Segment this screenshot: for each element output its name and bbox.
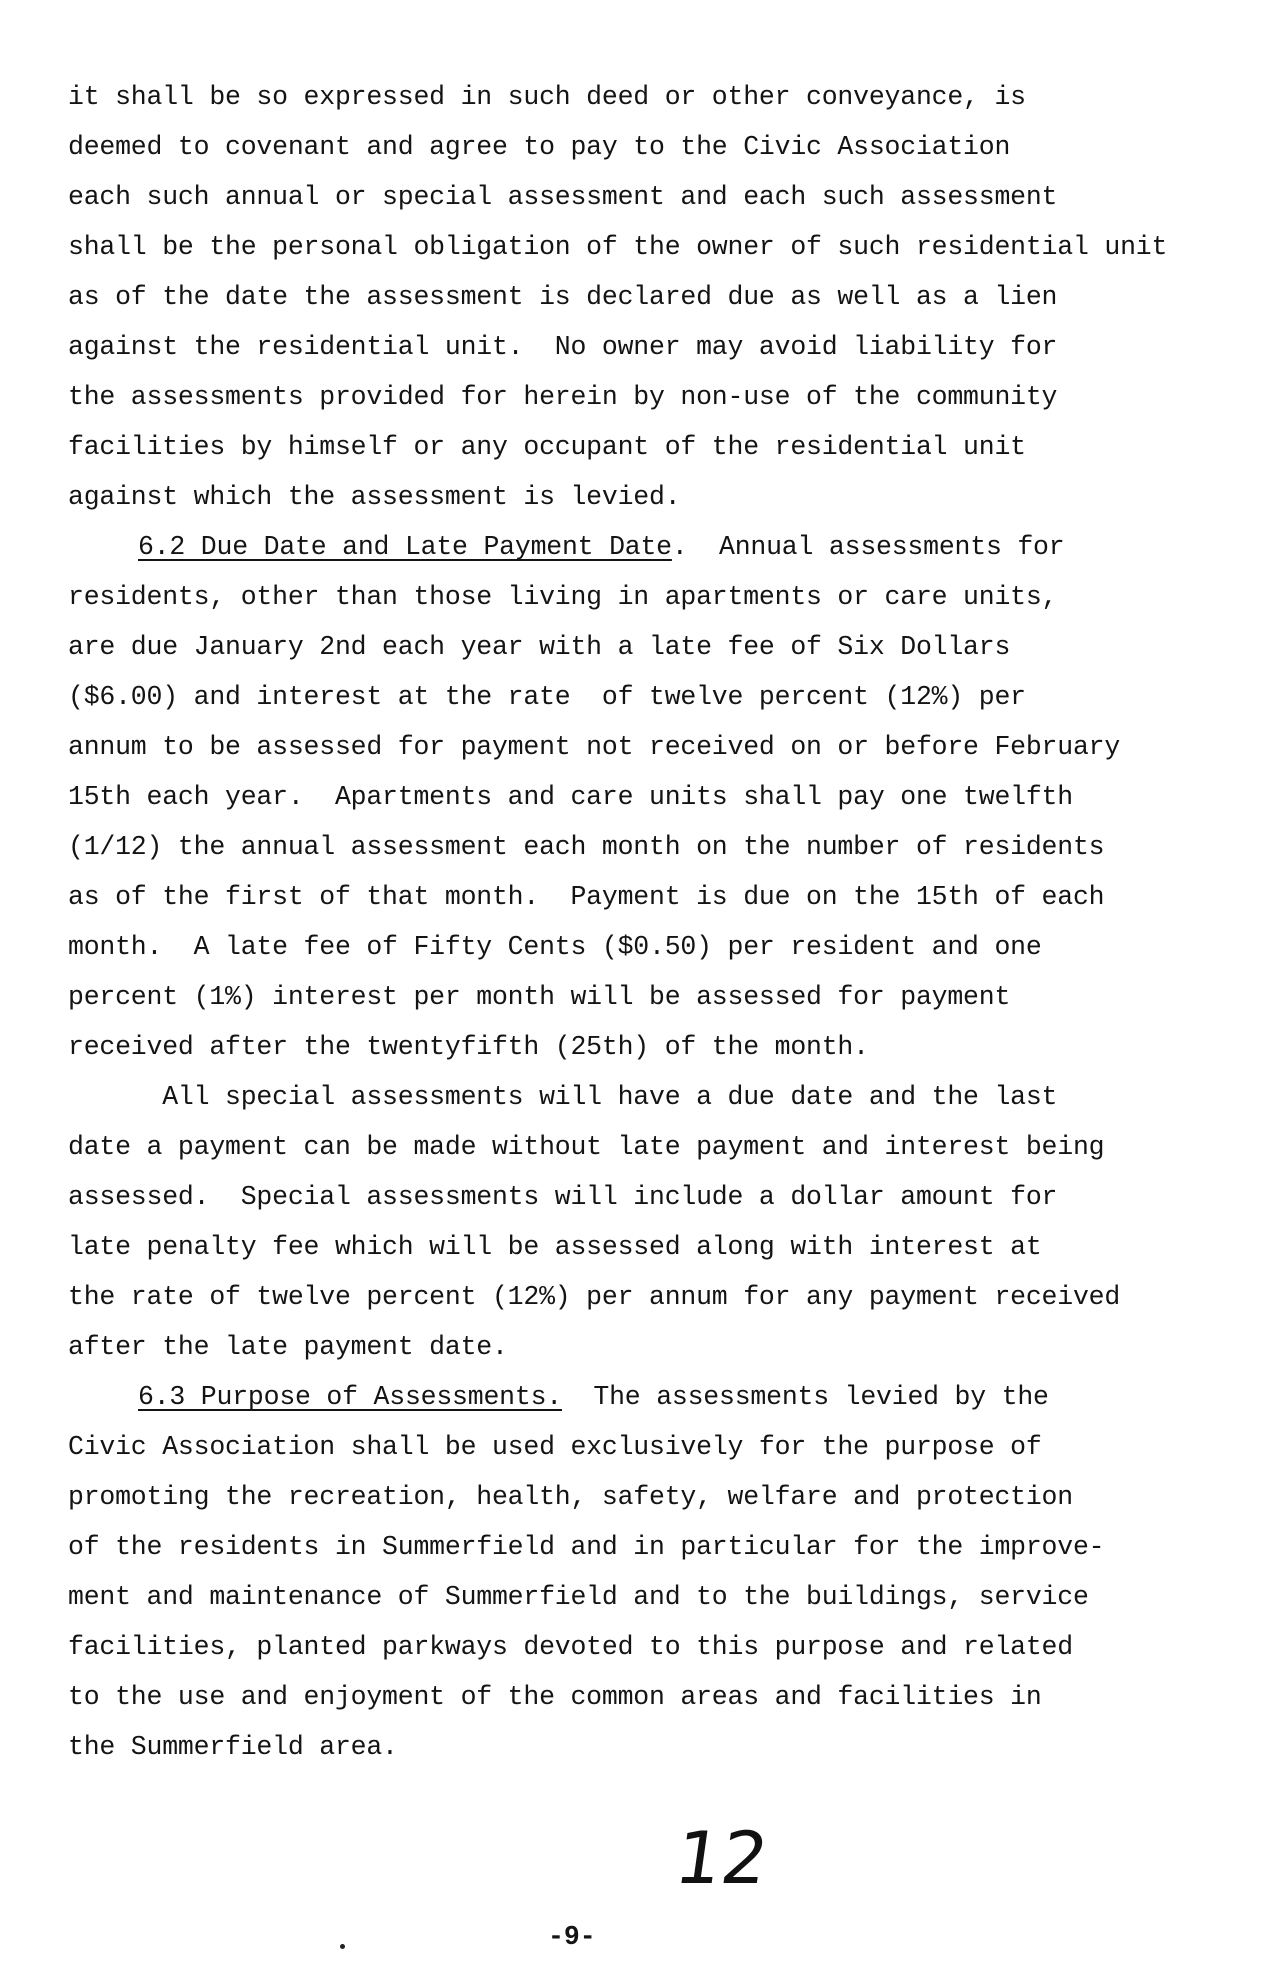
text-line: as of the first of that month. Payment is due on the 15th of each bbox=[68, 882, 1105, 912]
text-line: ment and maintenance of Summerfield and to the buildings, service bbox=[68, 1582, 1089, 1612]
page-number: -9- bbox=[548, 1922, 596, 1952]
text-line: the rate of twelve percent (12%) per annum for any payment received bbox=[68, 1282, 1121, 1312]
text-line: annum to be assessed for payment not received on or before February bbox=[68, 732, 1121, 762]
section-6-2-heading-rest: . Annual assessments for bbox=[671, 532, 1065, 562]
text-line: late penalty fee which will be assessed along with interest at bbox=[68, 1232, 1042, 1262]
text-line: deemed to covenant and agree to pay to the Civic Association bbox=[68, 132, 1011, 162]
text-line: to the use and enjoyment of the common areas and facilities in bbox=[68, 1682, 1042, 1712]
text-line: 15th each year. Apartments and care units shall pay one twelfth bbox=[68, 782, 1073, 812]
text-line: month. A late fee of Fifty Cents ($0.50) per resident and one bbox=[68, 932, 1042, 962]
text-line: facilities by himself or any occupant of the residential unit bbox=[68, 432, 1026, 462]
text-line: it shall be so expressed in such deed or other conveyance, is bbox=[68, 82, 1026, 112]
section-6-3-heading: 6.3 Purpose of Assessments. bbox=[138, 1382, 562, 1412]
text-line: against which the assessment is levied. bbox=[68, 482, 681, 512]
text-line: assessed. Special assessments will include a dollar amount for bbox=[68, 1182, 1058, 1212]
scan-speck bbox=[340, 1944, 345, 1949]
text-line: the Summerfield area. bbox=[68, 1732, 398, 1762]
section-6-3-heading-line bbox=[138, 1382, 1049, 1412]
text-line: (1/12) the annual assessment each month on the number of residents bbox=[68, 832, 1105, 862]
text-line: are due January 2nd each year with a late fee of Six Dollars bbox=[68, 632, 1011, 662]
text-line: as of the date the assessment is declared due as well as a lien bbox=[68, 282, 1058, 312]
text-line: All special assessments will have a due date and the last bbox=[68, 1082, 1058, 1112]
text-line: facilities, planted parkways devoted to this purpose and related bbox=[68, 1632, 1073, 1662]
section-6-3-heading-rest: The assessments levied by the bbox=[561, 1382, 1049, 1412]
handwritten-page-annotation: 12 bbox=[670, 1816, 774, 1900]
text-line: against the residential unit. No owner may avoid liability for bbox=[68, 332, 1058, 362]
text-line: after the late payment date. bbox=[68, 1332, 508, 1362]
section-6-2-heading: 6.2 Due Date and Late Payment Date bbox=[138, 532, 672, 562]
text-line: the assessments provided for herein by non-use of the community bbox=[68, 382, 1058, 412]
text-line: each such annual or special assessment and each such assessment bbox=[68, 182, 1058, 212]
text-line: percent (1%) interest per month will be assessed for payment bbox=[68, 982, 1011, 1012]
section-6-2-heading-line bbox=[138, 532, 1064, 562]
text-line: shall be the personal obligation of the owner of such residential unit bbox=[68, 232, 1168, 262]
text-line: of the residents in Summerfield and in particular for the improve- bbox=[68, 1532, 1105, 1562]
text-line: ($6.00) and interest at the rate of twelve percent (12%) per bbox=[68, 682, 1026, 712]
text-line: Civic Association shall be used exclusively for the purpose of bbox=[68, 1432, 1042, 1462]
text-line: date a payment can be made without late payment and interest being bbox=[68, 1132, 1105, 1162]
text-line: received after the twentyfifth (25th) of the month. bbox=[68, 1032, 869, 1062]
text-line: residents, other than those living in apartments or care units, bbox=[68, 582, 1058, 612]
text-line: promoting the recreation, health, safety, welfare and protection bbox=[68, 1482, 1073, 1512]
